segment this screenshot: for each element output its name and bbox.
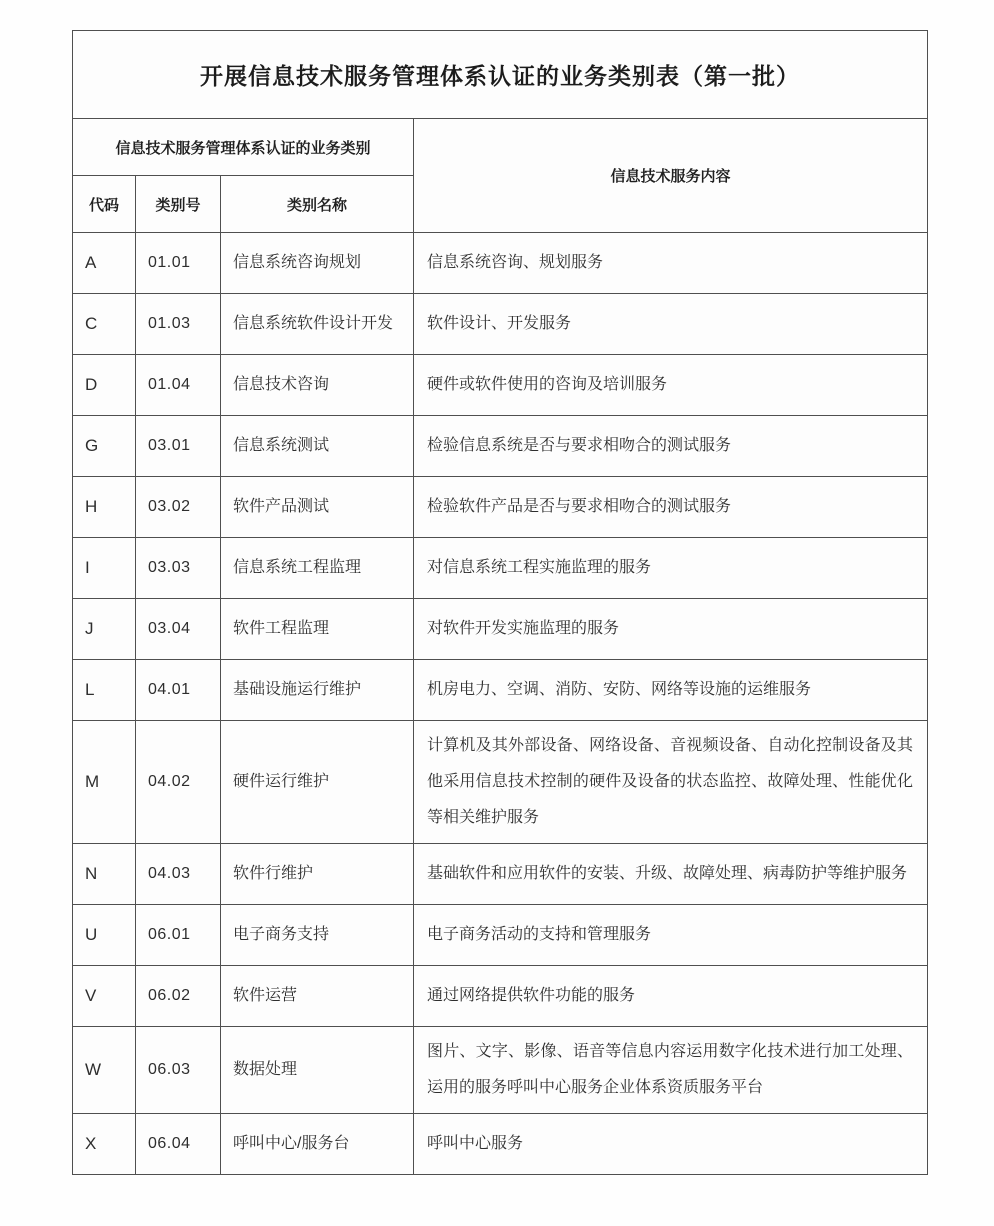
cell-service-content: 信息系统咨询、规划服务 <box>414 233 928 294</box>
cell-code: X <box>73 1114 136 1175</box>
cell-category-number: 01.04 <box>136 355 221 416</box>
cell-code: L <box>73 660 136 721</box>
cell-category-name: 软件运营 <box>221 966 414 1027</box>
table-row <box>73 966 928 1027</box>
cell-code: V <box>73 966 136 1027</box>
table-header-section <box>73 31 928 233</box>
cell-code: U <box>73 905 136 966</box>
table-row <box>73 538 928 599</box>
cell-code: J <box>73 599 136 660</box>
table-row <box>73 599 928 660</box>
column-header-category-name: 类别名称 <box>221 176 414 233</box>
table-row <box>73 1114 928 1175</box>
cell-category-number: 06.02 <box>136 966 221 1027</box>
cell-service-content: 图片、文字、影像、语音等信息内容运用数字化技术进行加工处理、运用的服务呼叫中心服务企业体系资质服务平台 <box>414 1027 928 1114</box>
cell-service-content: 机房电力、空调、消防、安防、网络等设施的运维服务 <box>414 660 928 721</box>
table-row <box>73 477 928 538</box>
cell-code: A <box>73 233 136 294</box>
cell-category-name: 信息系统测试 <box>221 416 414 477</box>
cell-category-name: 基础设施运行维护 <box>221 660 414 721</box>
cell-category-name: 硬件运行维护 <box>221 721 414 844</box>
cell-category-number: 04.01 <box>136 660 221 721</box>
cell-category-number: 04.03 <box>136 844 221 905</box>
cell-category-number: 01.01 <box>136 233 221 294</box>
cell-service-content: 呼叫中心服务 <box>414 1114 928 1175</box>
table-row <box>73 1027 928 1114</box>
cell-category-name: 软件行维护 <box>221 844 414 905</box>
header-row-group <box>73 119 928 176</box>
table-row <box>73 721 928 844</box>
page-title: 开展信息技术服务管理体系认证的业务类别表（第一批） <box>73 31 928 119</box>
cell-category-number: 03.01 <box>136 416 221 477</box>
table-row <box>73 660 928 721</box>
cell-code: W <box>73 1027 136 1114</box>
cell-service-content: 软件设计、开发服务 <box>414 294 928 355</box>
cell-category-name: 信息系统软件设计开发 <box>221 294 414 355</box>
certification-category-table <box>72 30 928 1175</box>
cell-category-name: 数据处理 <box>221 1027 414 1114</box>
cell-service-content: 计算机及其外部设备、网络设备、音视频设备、自动化控制设备及其他采用信息技术控制的硬件及设备的状态监控、故障处理、性能优化等相关维护服务 <box>414 721 928 844</box>
title-row <box>73 31 928 119</box>
cell-category-name: 呼叫中心/服务台 <box>221 1114 414 1175</box>
cell-code: I <box>73 538 136 599</box>
cell-service-content: 检验软件产品是否与要求相吻合的测试服务 <box>414 477 928 538</box>
table-row <box>73 844 928 905</box>
column-header-service-content: 信息技术服务内容 <box>414 119 928 233</box>
table-row <box>73 416 928 477</box>
cell-category-number: 01.03 <box>136 294 221 355</box>
cell-code: N <box>73 844 136 905</box>
cell-category-name: 信息系统咨询规划 <box>221 233 414 294</box>
cell-service-content: 检验信息系统是否与要求相吻合的测试服务 <box>414 416 928 477</box>
cell-category-number: 04.02 <box>136 721 221 844</box>
cell-code: C <box>73 294 136 355</box>
cell-code: D <box>73 355 136 416</box>
cell-category-number: 06.01 <box>136 905 221 966</box>
cell-service-content: 基础软件和应用软件的安装、升级、故障处理、病毒防护等维护服务 <box>414 844 928 905</box>
cell-category-number: 06.03 <box>136 1027 221 1114</box>
cell-code: H <box>73 477 136 538</box>
group-header-business-category: 信息技术服务管理体系认证的业务类别 <box>73 119 414 176</box>
cell-category-name: 信息系统工程监理 <box>221 538 414 599</box>
table-body <box>73 233 928 1175</box>
cell-service-content: 通过网络提供软件功能的服务 <box>414 966 928 1027</box>
cell-code: M <box>73 721 136 844</box>
cell-service-content: 电子商务活动的支持和管理服务 <box>414 905 928 966</box>
cell-service-content: 对软件开发实施监理的服务 <box>414 599 928 660</box>
cell-category-number: 03.04 <box>136 599 221 660</box>
table-row <box>73 233 928 294</box>
cell-category-number: 06.04 <box>136 1114 221 1175</box>
cell-category-number: 03.03 <box>136 538 221 599</box>
cell-category-number: 03.02 <box>136 477 221 538</box>
table-row <box>73 355 928 416</box>
cell-service-content: 对信息系统工程实施监理的服务 <box>414 538 928 599</box>
cell-code: G <box>73 416 136 477</box>
column-header-category-number: 类别号 <box>136 176 221 233</box>
cell-service-content: 硬件或软件使用的咨询及培训服务 <box>414 355 928 416</box>
cell-category-name: 软件工程监理 <box>221 599 414 660</box>
cell-category-name: 电子商务支持 <box>221 905 414 966</box>
column-header-code: 代码 <box>73 176 136 233</box>
table-row <box>73 294 928 355</box>
cell-category-name: 信息技术咨询 <box>221 355 414 416</box>
cell-category-name: 软件产品测试 <box>221 477 414 538</box>
table-row <box>73 905 928 966</box>
